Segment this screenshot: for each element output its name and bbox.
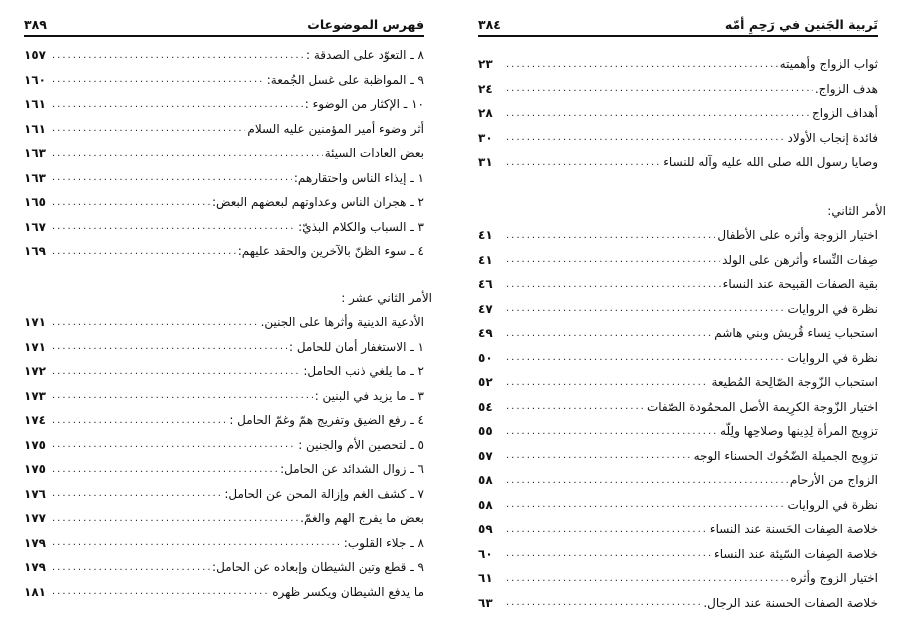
leader-dots xyxy=(504,132,786,143)
leader-dots xyxy=(50,221,296,232)
toc-list xyxy=(24,43,432,604)
toc-page-number: ٦١ xyxy=(478,571,493,586)
toc-entry: ٨ ـ جلاء القلوب: ..... ١٧٩ xyxy=(24,531,424,556)
toc-page-number: ١٧٤ xyxy=(24,413,46,428)
leader-dots xyxy=(504,499,786,510)
toc-entry: ٧ ـ كشف الغم وإزالة المحن عن الحامل: ..... ١٧٦ xyxy=(24,482,424,507)
leader-dots xyxy=(504,475,788,486)
toc-page-number: ٤٩ xyxy=(478,326,493,341)
leader-dots xyxy=(50,415,227,426)
leader-dots xyxy=(504,254,720,265)
toc-entry: أهداف الزواج ..... ٢٨ xyxy=(478,101,878,126)
leader-dots xyxy=(504,573,788,584)
toc-entry: فائدة إنجاب الأولاد ..... ٣٠ xyxy=(478,126,878,151)
leader-dots xyxy=(504,401,645,412)
leader-dots xyxy=(504,377,709,388)
leader-dots xyxy=(50,50,304,61)
toc-page-number: ٥٧ xyxy=(478,448,493,463)
leader-dots xyxy=(504,59,778,70)
leader-dots xyxy=(50,172,292,183)
toc-page-number: ١٥٧ xyxy=(24,48,46,63)
leader-dots xyxy=(504,83,813,94)
toc-page-number: ١٧٦ xyxy=(24,486,46,501)
toc-page-number: ١٦٣ xyxy=(24,146,46,161)
toc-entry: ٢ ـ هجران الناس وعداوتهم لبعضهم البعض: ..... ١٦٥ xyxy=(24,190,424,215)
leader-dots xyxy=(504,597,701,608)
leader-dots xyxy=(50,246,236,257)
page-header xyxy=(478,10,878,37)
leader-dots xyxy=(50,74,265,85)
leader-dots xyxy=(504,328,712,339)
page-number: ٣٨٩ xyxy=(24,17,47,32)
toc-entry: صِفات النِّساء وأثرهن على الولد ..... ٤١ xyxy=(478,248,878,273)
toc-entry: بعض العادات السيئة ..... ١٦٣ xyxy=(24,141,424,166)
leader-dots xyxy=(50,537,342,548)
leader-dots xyxy=(50,513,298,524)
toc-page-number: ٥٩ xyxy=(478,522,493,537)
toc-page-number: ٥٠ xyxy=(478,350,493,365)
toc-page-number: ١٨١ xyxy=(24,584,46,599)
leader-dots xyxy=(50,439,296,450)
toc-entry: ما يدفع الشيطان ويكسر ظهره ..... ١٨١ xyxy=(24,580,424,605)
toc-page-number: ١٦١ xyxy=(24,121,46,136)
toc-page-number: ٥٨ xyxy=(478,497,493,512)
toc-entry: خلاصة الصِفات الحَسنة عند النساء ..... ٥٩ xyxy=(478,517,878,542)
leader-dots xyxy=(50,562,210,573)
leader-dots xyxy=(50,148,323,159)
leader-dots xyxy=(50,197,210,208)
toc-page-number: ١٧٣ xyxy=(24,388,46,403)
toc-page-number: ١٧٥ xyxy=(24,462,46,477)
toc-page-number: ١٦٩ xyxy=(24,244,46,259)
toc-entry: نظرة في الروايات ..... ٥٨ xyxy=(478,493,878,518)
leader-dots xyxy=(504,230,715,241)
page-header xyxy=(24,10,424,37)
toc-page-number: ١٧٩ xyxy=(24,560,46,575)
toc-page-number: ١٧٧ xyxy=(24,511,46,526)
leader-dots xyxy=(50,390,313,401)
page-header-title: تَربية الجَنين في رَحِمِ أمّه xyxy=(724,17,878,32)
toc-entry: نظرة في الروايات ..... ٤٧ xyxy=(478,297,878,322)
toc-entry: بقية الصفات القبيحة عند النساء ..... ٤٦ xyxy=(478,272,878,297)
toc-entry: ١ ـ الاستغفار أمان للحامل : ..... ١٧١ xyxy=(24,335,424,360)
leader-dots xyxy=(504,548,712,559)
toc-page-number: ٤٦ xyxy=(478,277,493,292)
toc-entry: هدف الزواج. ..... ٢٤ xyxy=(478,77,878,102)
leader-dots xyxy=(504,524,708,535)
toc-page-number: ٦٣ xyxy=(478,595,493,610)
toc-entry: ٩ ـ المواظبة على غسل الجُمعة: ..... ١٦٠ xyxy=(24,68,424,93)
toc-page-number: ١٧٢ xyxy=(24,364,46,379)
toc-entry: تزوِيج المرأة لِدِينها وصلاحِها ولِلّه ..... ٥٥ xyxy=(478,419,878,444)
toc-page-number: ٤٧ xyxy=(478,301,493,316)
leader-dots xyxy=(504,108,810,119)
toc-page-number: ١٧٩ xyxy=(24,535,46,550)
page-number: ٣٨٤ xyxy=(478,17,501,32)
toc-entry: ٤ ـ سوء الظنّ بالآخرين والحقد عليهم: ..... ١٦٩ xyxy=(24,239,424,264)
leader-dots xyxy=(50,586,270,597)
toc-page-number: ١٦١ xyxy=(24,97,46,112)
toc-page-number: ١٦٠ xyxy=(24,72,46,87)
toc-page-number: ١٦٥ xyxy=(24,195,46,210)
leader-dots xyxy=(504,450,692,461)
toc-page-number: ٦٠ xyxy=(478,546,493,561)
toc-page-number: ١٧١ xyxy=(24,315,46,330)
leader-dots xyxy=(50,123,245,134)
toc-page-number: ٥٨ xyxy=(478,473,493,488)
toc-entry: استحباب الزّوجة الصّالِحة المُطيعة ..... ٥٢ xyxy=(478,370,878,395)
toc-entry: تزوِيج الجميلة الضّحُوك الحسناء الوجه ..... ٥٧ xyxy=(478,444,878,469)
toc-entry: الأدعية الدينية وأثرها على الجنين. ..... ١٧١ xyxy=(24,310,424,335)
toc-page-number: ٤١ xyxy=(478,228,493,243)
toc-page-number: ١٧١ xyxy=(24,339,46,354)
toc-entry: خلاصة الصِفات السّيئة عند النساء ..... ٦٠ xyxy=(478,542,878,567)
toc-entry: ٢ ـ ما يلغي ذنب الحامل: ..... ١٧٢ xyxy=(24,359,424,384)
leader-dots xyxy=(50,464,278,475)
toc-entry: ٥ ـ لتحصين الأم والجنين : ..... ١٧٥ xyxy=(24,433,424,458)
toc-entry: نظرة في الروايات ..... ٥٠ xyxy=(478,346,878,371)
section-heading: الأمر الثاني عشر : xyxy=(341,290,432,305)
toc-page-number: ٥٢ xyxy=(478,375,493,390)
leader-dots xyxy=(50,488,222,499)
toc-page-number: ١٦٣ xyxy=(24,170,46,185)
toc-entry: ٣ ـ ما يزيد في البنين : ..... ١٧٣ xyxy=(24,384,424,409)
toc-entry: اختيار الزّوجة الكرِيمة الأصل المحمُودة الصّفات ..... ٥٤ xyxy=(478,395,878,420)
toc-entry: وصايا رسول الله صلى الله عليه وآله للنساء ..... ٣١ xyxy=(478,150,878,175)
toc-entry: ٤ ـ رفع الضيق وتفريج همّ وغمّ الحامل : ..... ١٧٤ xyxy=(24,408,424,433)
toc-entry: اختيار الزوج وأثره ..... ٦١ xyxy=(478,566,878,591)
section-heading: الأمر الثاني: xyxy=(827,203,886,218)
leader-dots xyxy=(50,341,287,352)
toc-page-number: ٣٠ xyxy=(478,130,493,145)
toc-entry: الزواج من الأرحام ..... ٥٨ xyxy=(478,468,878,493)
toc-entry: بعض ما يفرج الهم والغمّ. ..... ١٧٧ xyxy=(24,506,424,531)
leader-dots xyxy=(504,279,721,290)
toc-page-number: ٢٤ xyxy=(478,81,493,96)
toc-entry: ٣ ـ السباب والكلام البذيّ: ..... ١٦٧ xyxy=(24,215,424,240)
toc-page-number: ٢٣ xyxy=(478,57,493,72)
toc-page-number: ١٦٧ xyxy=(24,219,46,234)
leader-dots xyxy=(504,352,786,363)
toc-page-number: ١٧٥ xyxy=(24,437,46,452)
leader-dots xyxy=(504,157,661,168)
page-header-title: فهرس الموضوعات xyxy=(307,17,424,32)
toc-list xyxy=(478,52,886,615)
leader-dots xyxy=(504,426,718,437)
toc-entry: خلاصة الصفات الحسنة عند الرجال. ..... ٦٣ xyxy=(478,591,878,616)
leader-dots xyxy=(50,317,259,328)
toc-entry: اختيار الزوجة وأثره على الأطفال ..... ٤١ xyxy=(478,223,878,248)
toc-entry: ٦ ـ زوال الشدائد عن الحامل: ..... ١٧٥ xyxy=(24,457,424,482)
toc-page-number: ٥٥ xyxy=(478,424,493,439)
toc-entry: ٩ ـ قطع وتين الشيطان وإبعاده عن الحامل: ..... ١٧٩ xyxy=(24,555,424,580)
toc-entry: ثواب الزواج وأهميته ..... ٢٣ xyxy=(478,52,878,77)
toc-entry: ١ ـ إيذاء الناس واحتقارهم: ..... ١٦٣ xyxy=(24,166,424,191)
toc-entry: ٨ ـ التعوّد على الصدقة : ..... ١٥٧ xyxy=(24,43,424,68)
right-page xyxy=(452,0,904,639)
toc-entry: أثر وضوء أمير المؤمنين عليه السلام ..... ١٦١ xyxy=(24,117,424,142)
leader-dots xyxy=(50,99,303,110)
toc-entry: ١٠ ـ الإكثار من الوضوء : ..... ١٦١ xyxy=(24,92,424,117)
toc-page-number: ٤١ xyxy=(478,252,493,267)
toc-page-number: ٥٤ xyxy=(478,399,493,414)
toc-page-number: ٣١ xyxy=(478,155,493,170)
toc-entry: استحباب نِساء قُريش وبني هاشم ..... ٤٩ xyxy=(478,321,878,346)
toc-page-number: ٢٨ xyxy=(478,106,493,121)
leader-dots xyxy=(504,303,786,314)
leader-dots xyxy=(50,366,301,377)
